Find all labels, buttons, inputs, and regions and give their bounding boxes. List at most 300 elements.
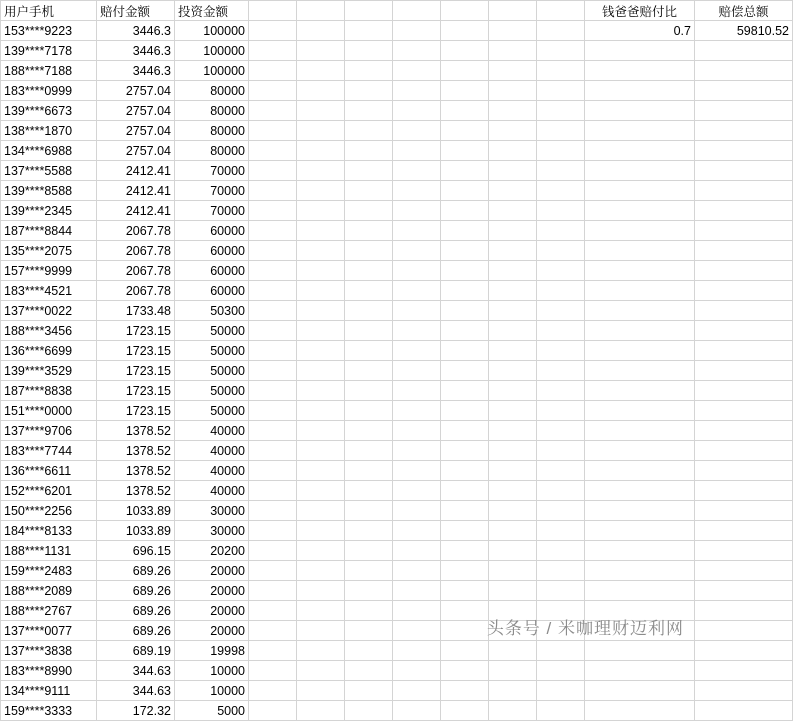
empty-cell[interactable] [441, 141, 489, 161]
cell-phone[interactable]: 188****7188 [1, 61, 97, 81]
empty-cell[interactable] [441, 561, 489, 581]
empty-cell[interactable] [695, 41, 793, 61]
empty-cell[interactable] [393, 461, 441, 481]
cell-phone[interactable]: 139****3529 [1, 361, 97, 381]
cell-phone[interactable]: 136****6699 [1, 341, 97, 361]
empty-cell[interactable] [393, 181, 441, 201]
empty-cell[interactable] [393, 321, 441, 341]
cell-payout[interactable]: 689.19 [97, 641, 175, 661]
empty-cell[interactable] [297, 41, 345, 61]
empty-cell[interactable] [297, 301, 345, 321]
empty-cell[interactable] [393, 521, 441, 541]
empty-cell[interactable] [441, 541, 489, 561]
empty-cell[interactable] [393, 41, 441, 61]
empty-cell[interactable] [489, 621, 537, 641]
empty-cell[interactable] [441, 201, 489, 221]
empty-cell[interactable] [489, 441, 537, 461]
cell-invest[interactable]: 60000 [175, 281, 249, 301]
empty-cell[interactable] [393, 401, 441, 421]
empty-cell[interactable] [489, 581, 537, 601]
empty-cell[interactable] [489, 41, 537, 61]
empty-cell[interactable] [441, 161, 489, 181]
empty-cell[interactable] [441, 341, 489, 361]
empty-cell[interactable] [489, 141, 537, 161]
empty-cell[interactable] [489, 241, 537, 261]
cell-payout[interactable]: 2067.78 [97, 241, 175, 261]
empty-cell[interactable] [345, 321, 393, 341]
empty-cell[interactable] [489, 341, 537, 361]
cell-invest[interactable]: 80000 [175, 101, 249, 121]
empty-cell[interactable] [537, 341, 585, 361]
empty-cell[interactable] [297, 61, 345, 81]
empty-cell[interactable] [297, 281, 345, 301]
cell-payout[interactable]: 1723.15 [97, 381, 175, 401]
empty-cell[interactable] [695, 421, 793, 441]
empty-cell[interactable] [489, 701, 537, 721]
empty-cell[interactable] [345, 461, 393, 481]
empty-cell[interactable] [441, 421, 489, 441]
empty-cell[interactable] [393, 481, 441, 501]
empty-cell[interactable] [297, 661, 345, 681]
cell-payout[interactable]: 1378.52 [97, 421, 175, 441]
empty-cell[interactable] [441, 401, 489, 421]
empty-cell[interactable] [297, 161, 345, 181]
empty-cell[interactable] [441, 81, 489, 101]
empty-cell[interactable] [537, 521, 585, 541]
cell-invest[interactable]: 19998 [175, 641, 249, 661]
empty-cell[interactable] [345, 381, 393, 401]
cell-phone[interactable]: 183****0999 [1, 81, 97, 101]
empty-cell[interactable] [249, 121, 297, 141]
empty-cell[interactable] [489, 381, 537, 401]
empty-cell[interactable] [249, 521, 297, 541]
cell-invest[interactable]: 20000 [175, 621, 249, 641]
empty-cell[interactable] [297, 561, 345, 581]
cell-phone[interactable]: 187****8844 [1, 221, 97, 241]
header-ratio-label[interactable]: 钱爸爸赔付比 [585, 1, 695, 21]
empty-cell[interactable] [249, 141, 297, 161]
empty-cell[interactable] [585, 441, 695, 461]
cell-payout[interactable]: 1733.48 [97, 301, 175, 321]
empty-cell[interactable] [537, 101, 585, 121]
empty-cell[interactable] [297, 521, 345, 541]
cell-phone[interactable]: 134****9111 [1, 681, 97, 701]
cell-invest[interactable]: 60000 [175, 221, 249, 241]
empty-cell[interactable] [441, 281, 489, 301]
empty-cell[interactable] [585, 181, 695, 201]
empty-cell[interactable] [345, 341, 393, 361]
empty-cell[interactable] [249, 81, 297, 101]
cell-invest[interactable]: 30000 [175, 501, 249, 521]
empty-cell[interactable] [249, 301, 297, 321]
empty-cell[interactable] [441, 41, 489, 61]
empty-cell[interactable] [345, 661, 393, 681]
empty-cell[interactable] [585, 601, 695, 621]
empty-cell[interactable] [345, 41, 393, 61]
empty-cell[interactable] [585, 641, 695, 661]
empty-cell[interactable] [393, 541, 441, 561]
empty-cell[interactable] [297, 381, 345, 401]
empty-cell[interactable] [249, 321, 297, 341]
empty-cell[interactable] [489, 561, 537, 581]
empty-cell[interactable] [585, 541, 695, 561]
empty-cell[interactable] [249, 101, 297, 121]
cell-invest[interactable]: 20200 [175, 541, 249, 561]
cell-payout[interactable]: 1723.15 [97, 361, 175, 381]
cell-phone[interactable]: 137****0077 [1, 621, 97, 641]
empty-cell[interactable] [393, 301, 441, 321]
empty-cell[interactable] [441, 501, 489, 521]
cell-invest[interactable]: 80000 [175, 141, 249, 161]
empty-cell[interactable] [297, 541, 345, 561]
empty-cell[interactable] [537, 581, 585, 601]
empty-cell[interactable] [249, 621, 297, 641]
empty-cell[interactable] [393, 501, 441, 521]
empty-cell[interactable] [345, 241, 393, 261]
empty-cell[interactable] [345, 401, 393, 421]
empty-cell[interactable] [345, 1, 393, 21]
empty-cell[interactable] [345, 61, 393, 81]
empty-cell[interactable] [537, 261, 585, 281]
empty-cell[interactable] [249, 481, 297, 501]
empty-cell[interactable] [249, 461, 297, 481]
cell-invest[interactable]: 70000 [175, 201, 249, 221]
empty-cell[interactable] [441, 681, 489, 701]
empty-cell[interactable] [441, 641, 489, 661]
cell-phone[interactable]: 137****5588 [1, 161, 97, 181]
empty-cell[interactable] [297, 421, 345, 441]
empty-cell[interactable] [297, 641, 345, 661]
empty-cell[interactable] [695, 241, 793, 261]
empty-cell[interactable] [537, 601, 585, 621]
empty-cell[interactable] [249, 221, 297, 241]
cell-invest[interactable]: 50000 [175, 401, 249, 421]
cell-invest[interactable]: 5000 [175, 701, 249, 721]
empty-cell[interactable] [537, 441, 585, 461]
empty-cell[interactable] [297, 121, 345, 141]
cell-payout[interactable]: 689.26 [97, 581, 175, 601]
cell-payout[interactable]: 3446.3 [97, 21, 175, 41]
empty-cell[interactable] [393, 381, 441, 401]
empty-cell[interactable] [537, 561, 585, 581]
empty-cell[interactable] [345, 261, 393, 281]
empty-cell[interactable] [249, 581, 297, 601]
empty-cell[interactable] [441, 521, 489, 541]
empty-cell[interactable] [695, 301, 793, 321]
empty-cell[interactable] [585, 161, 695, 181]
cell-invest[interactable]: 50000 [175, 321, 249, 341]
empty-cell[interactable] [695, 681, 793, 701]
empty-cell[interactable] [695, 81, 793, 101]
empty-cell[interactable] [393, 61, 441, 81]
empty-cell[interactable] [695, 341, 793, 361]
empty-cell[interactable] [695, 141, 793, 161]
empty-cell[interactable] [695, 161, 793, 181]
empty-cell[interactable] [393, 141, 441, 161]
empty-cell[interactable] [297, 681, 345, 701]
empty-cell[interactable] [441, 301, 489, 321]
empty-cell[interactable] [585, 381, 695, 401]
empty-cell[interactable] [345, 601, 393, 621]
empty-cell[interactable] [585, 281, 695, 301]
empty-cell[interactable] [489, 81, 537, 101]
empty-cell[interactable] [249, 41, 297, 61]
cell-invest[interactable]: 100000 [175, 21, 249, 41]
empty-cell[interactable] [249, 401, 297, 421]
empty-cell[interactable] [297, 201, 345, 221]
cell-phone[interactable]: 137****9706 [1, 421, 97, 441]
empty-cell[interactable] [585, 561, 695, 581]
column-header[interactable]: 赔付金额 [97, 1, 175, 21]
empty-cell[interactable] [297, 501, 345, 521]
empty-cell[interactable] [585, 321, 695, 341]
empty-cell[interactable] [489, 101, 537, 121]
empty-cell[interactable] [345, 21, 393, 41]
empty-cell[interactable] [695, 661, 793, 681]
empty-cell[interactable] [393, 421, 441, 441]
empty-cell[interactable] [249, 601, 297, 621]
cell-total-value[interactable]: 59810.52 [695, 21, 793, 41]
empty-cell[interactable] [537, 241, 585, 261]
empty-cell[interactable] [489, 661, 537, 681]
cell-phone[interactable]: 137****3838 [1, 641, 97, 661]
empty-cell[interactable] [345, 441, 393, 461]
empty-cell[interactable] [585, 621, 695, 641]
empty-cell[interactable] [489, 321, 537, 341]
empty-cell[interactable] [249, 21, 297, 41]
cell-payout[interactable]: 689.26 [97, 601, 175, 621]
empty-cell[interactable] [393, 81, 441, 101]
empty-cell[interactable] [249, 561, 297, 581]
cell-payout[interactable]: 2067.78 [97, 221, 175, 241]
cell-payout[interactable]: 2067.78 [97, 261, 175, 281]
empty-cell[interactable] [345, 581, 393, 601]
empty-cell[interactable] [695, 481, 793, 501]
cell-invest[interactable]: 50000 [175, 341, 249, 361]
empty-cell[interactable] [345, 121, 393, 141]
empty-cell[interactable] [297, 221, 345, 241]
cell-phone[interactable]: 150****2256 [1, 501, 97, 521]
cell-phone[interactable]: 188****1131 [1, 541, 97, 561]
empty-cell[interactable] [537, 201, 585, 221]
empty-cell[interactable] [297, 321, 345, 341]
empty-cell[interactable] [585, 81, 695, 101]
cell-phone[interactable]: 188****2089 [1, 581, 97, 601]
empty-cell[interactable] [393, 21, 441, 41]
empty-cell[interactable] [297, 181, 345, 201]
empty-cell[interactable] [585, 261, 695, 281]
empty-cell[interactable] [537, 501, 585, 521]
empty-cell[interactable] [345, 561, 393, 581]
cell-invest[interactable]: 70000 [175, 181, 249, 201]
empty-cell[interactable] [537, 41, 585, 61]
empty-cell[interactable] [695, 121, 793, 141]
empty-cell[interactable] [489, 281, 537, 301]
cell-payout[interactable]: 2412.41 [97, 161, 175, 181]
cell-invest[interactable]: 10000 [175, 681, 249, 701]
empty-cell[interactable] [393, 441, 441, 461]
empty-cell[interactable] [537, 701, 585, 721]
empty-cell[interactable] [585, 61, 695, 81]
cell-phone[interactable]: 188****2767 [1, 601, 97, 621]
empty-cell[interactable] [393, 341, 441, 361]
cell-payout[interactable]: 1033.89 [97, 501, 175, 521]
cell-invest[interactable]: 50300 [175, 301, 249, 321]
empty-cell[interactable] [297, 701, 345, 721]
empty-cell[interactable] [537, 401, 585, 421]
empty-cell[interactable] [695, 521, 793, 541]
cell-invest[interactable]: 60000 [175, 241, 249, 261]
empty-cell[interactable] [489, 481, 537, 501]
cell-payout[interactable]: 344.63 [97, 681, 175, 701]
empty-cell[interactable] [249, 441, 297, 461]
empty-cell[interactable] [489, 21, 537, 41]
empty-cell[interactable] [537, 641, 585, 661]
empty-cell[interactable] [537, 161, 585, 181]
empty-cell[interactable] [345, 221, 393, 241]
cell-phone[interactable]: 139****8588 [1, 181, 97, 201]
empty-cell[interactable] [695, 221, 793, 241]
cell-ratio-value[interactable]: 0.7 [585, 21, 695, 41]
empty-cell[interactable] [345, 161, 393, 181]
cell-payout[interactable]: 1378.52 [97, 441, 175, 461]
empty-cell[interactable] [297, 581, 345, 601]
empty-cell[interactable] [489, 541, 537, 561]
empty-cell[interactable] [249, 381, 297, 401]
empty-cell[interactable] [695, 581, 793, 601]
empty-cell[interactable] [393, 561, 441, 581]
empty-cell[interactable] [585, 501, 695, 521]
cell-phone[interactable]: 138****1870 [1, 121, 97, 141]
cell-phone[interactable]: 139****2345 [1, 201, 97, 221]
empty-cell[interactable] [585, 41, 695, 61]
cell-invest[interactable]: 30000 [175, 521, 249, 541]
empty-cell[interactable] [345, 701, 393, 721]
empty-cell[interactable] [297, 81, 345, 101]
empty-cell[interactable] [585, 221, 695, 241]
empty-cell[interactable] [695, 201, 793, 221]
empty-cell[interactable] [537, 621, 585, 641]
cell-phone[interactable]: 183****4521 [1, 281, 97, 301]
empty-cell[interactable] [441, 61, 489, 81]
empty-cell[interactable] [441, 601, 489, 621]
empty-cell[interactable] [537, 281, 585, 301]
empty-cell[interactable] [695, 101, 793, 121]
empty-cell[interactable] [441, 181, 489, 201]
empty-cell[interactable] [345, 681, 393, 701]
empty-cell[interactable] [393, 281, 441, 301]
header-total-label[interactable]: 赔偿总额 [695, 1, 793, 21]
empty-cell[interactable] [585, 361, 695, 381]
empty-cell[interactable] [537, 301, 585, 321]
cell-invest[interactable]: 100000 [175, 41, 249, 61]
empty-cell[interactable] [695, 181, 793, 201]
empty-cell[interactable] [249, 681, 297, 701]
empty-cell[interactable] [441, 121, 489, 141]
cell-payout[interactable]: 1033.89 [97, 521, 175, 541]
empty-cell[interactable] [695, 261, 793, 281]
empty-cell[interactable] [537, 661, 585, 681]
empty-cell[interactable] [345, 501, 393, 521]
cell-phone[interactable]: 183****8990 [1, 661, 97, 681]
empty-cell[interactable] [345, 641, 393, 661]
empty-cell[interactable] [297, 141, 345, 161]
cell-payout[interactable]: 2757.04 [97, 101, 175, 121]
cell-invest[interactable]: 50000 [175, 361, 249, 381]
empty-cell[interactable] [695, 281, 793, 301]
cell-payout[interactable]: 1723.15 [97, 321, 175, 341]
cell-invest[interactable]: 40000 [175, 441, 249, 461]
empty-cell[interactable] [393, 201, 441, 221]
empty-cell[interactable] [537, 81, 585, 101]
cell-invest[interactable]: 20000 [175, 581, 249, 601]
empty-cell[interactable] [441, 581, 489, 601]
empty-cell[interactable] [345, 481, 393, 501]
empty-cell[interactable] [249, 541, 297, 561]
empty-cell[interactable] [441, 701, 489, 721]
empty-cell[interactable] [695, 321, 793, 341]
cell-phone[interactable]: 151****0000 [1, 401, 97, 421]
empty-cell[interactable] [489, 181, 537, 201]
empty-cell[interactable] [537, 121, 585, 141]
empty-cell[interactable] [489, 1, 537, 21]
empty-cell[interactable] [585, 241, 695, 261]
empty-cell[interactable] [585, 421, 695, 441]
empty-cell[interactable] [537, 321, 585, 341]
empty-cell[interactable] [345, 101, 393, 121]
empty-cell[interactable] [695, 641, 793, 661]
cell-payout[interactable]: 2757.04 [97, 121, 175, 141]
empty-cell[interactable] [695, 441, 793, 461]
empty-cell[interactable] [489, 221, 537, 241]
empty-cell[interactable] [537, 681, 585, 701]
cell-payout[interactable]: 2412.41 [97, 181, 175, 201]
empty-cell[interactable] [695, 701, 793, 721]
cell-invest[interactable]: 20000 [175, 601, 249, 621]
empty-cell[interactable] [695, 541, 793, 561]
empty-cell[interactable] [249, 361, 297, 381]
cell-phone[interactable]: 187****8838 [1, 381, 97, 401]
cell-invest[interactable]: 80000 [175, 121, 249, 141]
cell-payout[interactable]: 689.26 [97, 561, 175, 581]
empty-cell[interactable] [393, 641, 441, 661]
empty-cell[interactable] [297, 241, 345, 261]
empty-cell[interactable] [489, 361, 537, 381]
empty-cell[interactable] [393, 361, 441, 381]
empty-cell[interactable] [537, 461, 585, 481]
cell-payout[interactable]: 2412.41 [97, 201, 175, 221]
cell-payout[interactable]: 1378.52 [97, 481, 175, 501]
empty-cell[interactable] [441, 321, 489, 341]
cell-payout[interactable]: 2757.04 [97, 81, 175, 101]
empty-cell[interactable] [585, 481, 695, 501]
empty-cell[interactable] [585, 301, 695, 321]
empty-cell[interactable] [441, 261, 489, 281]
cell-phone[interactable]: 184****8133 [1, 521, 97, 541]
empty-cell[interactable] [695, 601, 793, 621]
empty-cell[interactable] [537, 381, 585, 401]
empty-cell[interactable] [585, 201, 695, 221]
empty-cell[interactable] [345, 421, 393, 441]
empty-cell[interactable] [441, 461, 489, 481]
cell-phone[interactable]: 136****6611 [1, 461, 97, 481]
cell-invest[interactable]: 20000 [175, 561, 249, 581]
empty-cell[interactable] [441, 1, 489, 21]
empty-cell[interactable] [537, 21, 585, 41]
empty-cell[interactable] [695, 621, 793, 641]
empty-cell[interactable] [249, 241, 297, 261]
empty-cell[interactable] [695, 401, 793, 421]
